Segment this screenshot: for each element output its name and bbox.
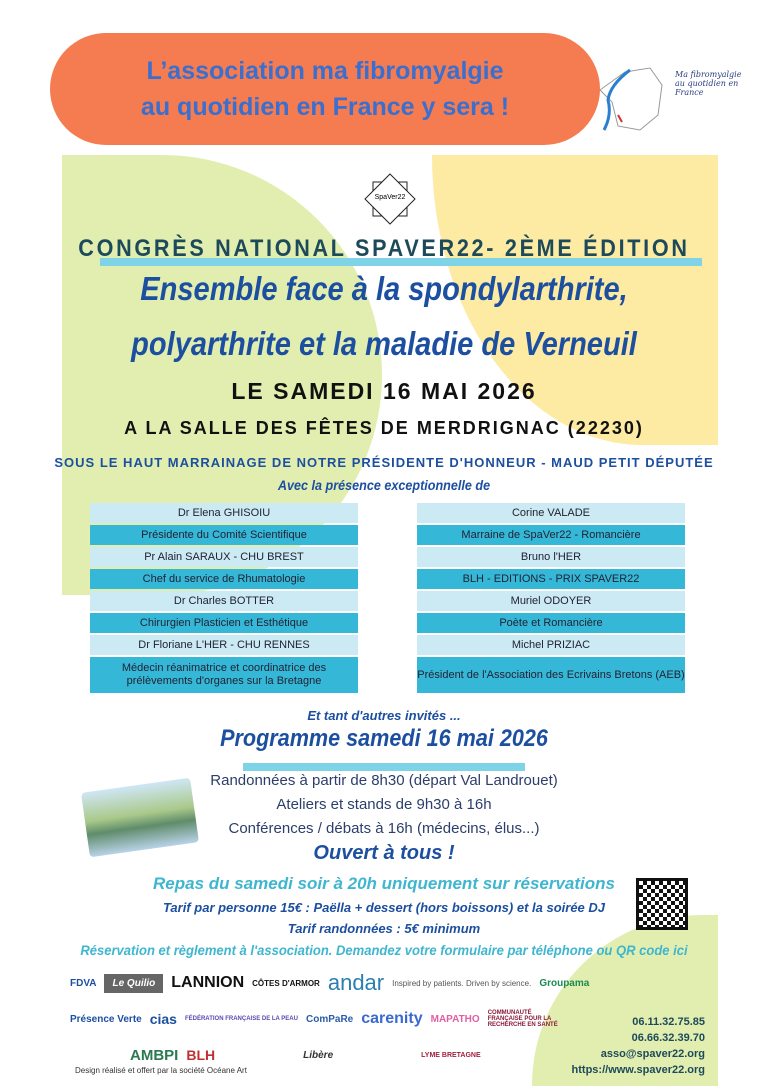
patronage: SOUS LE HAUT MARRAINAGE DE NOTRE PRÉSIDENTE D'HONNEUR - MAUD PETIT DÉPUTÉE xyxy=(54,455,714,470)
banner-line-1: L’association ma fibromyalgie xyxy=(146,57,504,85)
france-map-icon xyxy=(590,60,675,140)
guest-row: Dr Elena GHISOIU xyxy=(90,503,358,523)
qr-code[interactable] xyxy=(636,878,688,930)
phone-1[interactable]: 06.11.32.75.85 xyxy=(632,1016,705,1028)
sponsor-logo: MAPATHO xyxy=(430,1013,480,1025)
other-guests: Et tant d'autres invités ... xyxy=(307,708,461,723)
congress-subtitle-2: polyarthrite et la maladie de Verneuil xyxy=(131,325,637,362)
programme-item: Randonnées à partir de 8h30 (départ Val Landrouet) xyxy=(210,772,558,789)
sponsor-logo: Inspired by patients. Driven by science. xyxy=(392,978,532,988)
sponsor-logo: FDVA xyxy=(70,977,97,989)
guest-row: Corine VALADE xyxy=(417,503,685,523)
guest-row: BLH - EDITIONS - PRIX SPAVER22 xyxy=(417,569,685,589)
guest-row: Poète et Romancière xyxy=(417,613,685,633)
sponsor-logo: Le Quilio xyxy=(104,974,163,993)
banner-line-2: au quotidien en France y sera ! xyxy=(140,93,510,121)
programme-title: Programme samedi 16 mai 2026 xyxy=(220,725,548,752)
meal-title: Repas du samedi soir à 20h uniquement sur réservations xyxy=(153,874,615,893)
association-logo-text: Ma fibromyalgie au quotidien en France xyxy=(675,70,742,97)
association-logo xyxy=(590,60,760,140)
email-link[interactable]: asso@spaver22.org xyxy=(600,1048,705,1060)
programme-item: Conférences / débats à 16h (médecins, élus...) xyxy=(228,820,540,837)
programme-item: Ateliers et stands de 9h30 à 16h xyxy=(276,796,492,813)
sponsor-logo: LANNION xyxy=(171,974,245,991)
design-credit: Design réalisé et offert par la société Océane Art xyxy=(75,1066,247,1075)
sponsor-logo: Libère xyxy=(303,1049,334,1061)
guest-row: Bruno l'HER xyxy=(417,547,685,567)
guest-row: Dr Floriane L'HER - CHU RENNES xyxy=(90,635,358,655)
congress-title: CONGRÈS NATIONAL SPAVER22- 2ÈME ÉDITION xyxy=(78,235,690,262)
guest-row: Pr Alain SARAUX - CHU BREST xyxy=(90,547,358,567)
event-place: A LA SALLE DES FÊTES DE MERDRIGNAC (22230) xyxy=(124,418,644,438)
sponsor-logo: COMMUNAUTÉ FRANÇAISE POUR LA RECHERCHE EN SANTÉ xyxy=(487,1010,558,1028)
guest-list-right xyxy=(417,503,685,695)
accent-bar xyxy=(243,763,525,771)
guest-row: Président de l'Association des Ecrivains Bretons (AEB) xyxy=(417,657,685,693)
sponsor-logos xyxy=(70,966,640,1074)
sponsor-logo: Groupama xyxy=(539,977,590,989)
guest-row: Présidente du Comité Scientifique xyxy=(90,525,358,545)
guest-row: Chirurgien Plasticien et Esthétique xyxy=(90,613,358,633)
sponsor-logo: carenity xyxy=(361,1010,423,1027)
sponsor-logo: Présence Verte xyxy=(70,1013,142,1025)
spaver22-logo xyxy=(364,173,416,225)
presence-heading: Avec la présence exceptionnelle de xyxy=(277,477,491,493)
sponsor-logo: cias xyxy=(149,1011,177,1027)
spaver22-logo-text: SpaVer22 xyxy=(374,194,406,201)
sponsor-logo: FÉDÉRATION FRANÇAISE DE LA PEAU xyxy=(184,1016,298,1022)
guest-row: Muriel ODOYER xyxy=(417,591,685,611)
congress-subtitle-1: Ensemble face à la spondylarthrite, xyxy=(140,270,628,307)
open-to-all: Ouvert à tous ! xyxy=(313,842,455,864)
guest-row: Michel PRIZIAC xyxy=(417,635,685,655)
sponsor-logo: BLH xyxy=(186,1047,216,1063)
guest-row: Médecin réanimatrice et coordinatrice des prélèvements d'organes sur la Bretagne xyxy=(90,657,358,693)
sponsor-logo: ComPaRe xyxy=(305,1013,354,1025)
hike-price: Tarif randonnées : 5€ minimum xyxy=(287,921,481,936)
meal-price: Tarif par personne 15€ : Paëlla + dessert (hors boissons) et la soirée DJ xyxy=(162,900,606,915)
sponsor-logo: andar xyxy=(327,970,385,995)
association-banner xyxy=(50,33,600,145)
website-link[interactable]: https://www.spaver22.org xyxy=(571,1064,705,1076)
sponsor-logo: CÔTES D'ARMOR xyxy=(252,978,320,988)
sponsor-logo: AMBPI xyxy=(130,1046,179,1064)
guest-row: Dr Charles BOTTER xyxy=(90,591,358,611)
guest-row: Chef du service de Rhumatologie xyxy=(90,569,358,589)
reservation-info: Réservation et règlement à l'association. Demandez votre formulaire par téléphone ou QR code ici xyxy=(80,942,688,958)
guest-list-left xyxy=(90,503,358,695)
sponsor-logo: LYME BRETAGNE xyxy=(421,1051,481,1059)
contact-info xyxy=(565,1014,705,1078)
phone-2[interactable]: 06.66.32.39.70 xyxy=(631,1032,705,1044)
event-date: LE SAMEDI 16 MAI 2026 xyxy=(231,378,537,404)
guest-row: Marraine de SpaVer22 - Romancière xyxy=(417,525,685,545)
